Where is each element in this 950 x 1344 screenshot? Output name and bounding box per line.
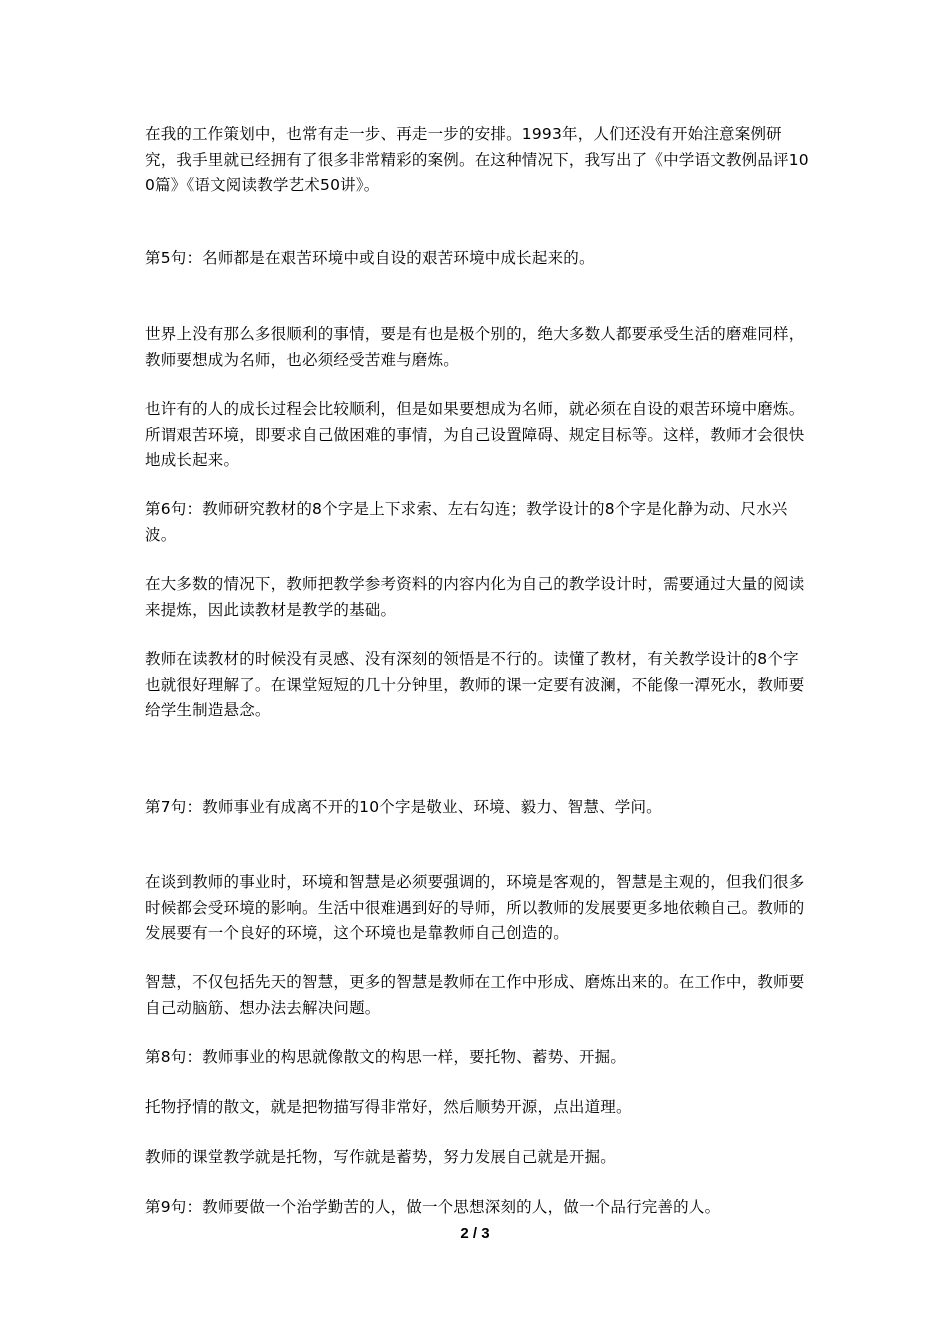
paragraph-teaching-design: 教师在读教材的时候没有灵感、没有深刻的领悟是不行的。读懂了教材，有关教学设计的8个字也就很好理解了。在课堂短短的几十分钟里，教师的课一定要有波澜，不能像一潭死水，教师要给学生制造悬念。 (145, 650, 805, 719)
heading-sentence-9: 第9句：教师要做一个治学勤苦的人，做一个思想深刻的人，做一个品行完善的人。 (145, 1198, 721, 1216)
paragraph-case-study: 在我的工作策划中，也常有走一步、再走一步的安排。1993年，人们还没有开始注意案例研究，我手里就已经拥有了很多非常精彩的案例。在这种情况下，我写出了《中学语文教例品评100篇》《语文阅读教学艺术50讲》。 (145, 125, 809, 194)
page-number: 2 / 3 (460, 1225, 490, 1242)
heading-sentence-8: 第8句：教师事业的构思就像散文的构思一样，要托物、蓄势、开掘。 (145, 1048, 627, 1066)
paragraph-environment-wisdom: 在谈到教师的事业时，环境和智慧是必须要强调的，环境是客观的，智慧是主观的，但我们很多时候都会受环境的影响。生活中很难遇到好的导师，所以教师的发展要更多地依赖自己。教师的发展要有一个良好的环境，这个环境也是靠教师自己创造的。 (145, 873, 805, 942)
heading-sentence-6: 第6句：教师研究教材的8个字是上下求索、左右勾连；教学设计的8个字是化静为动、尺水兴波。 (145, 500, 788, 544)
paragraph-prose: 托物抒情的散文，就是把物描写得非常好，然后顺势开源，点出道理。 (145, 1098, 632, 1116)
paragraph-self-made-hardship: 也许有的人的成长过程会比较顺利，但是如果要想成为名师，就必须在自设的艰苦环境中磨炼。所谓艰苦环境，即要求自己做困难的事情，为自己设置障碍、规定目标等。这样，教师才会很快地成长起来。 (145, 400, 805, 469)
paragraph-reading-materials: 在大多数的情况下，教师把教学参考资料的内容内化为自己的教学设计时，需要通过大量的阅读来提炼，因此读教材是教学的基础。 (145, 575, 805, 619)
paragraph-wisdom: 智慧，不仅包括先天的智慧，更多的智慧是教师在工作中形成、磨炼出来的。在工作中，教师要自己动脑筋、想办法去解决问题。 (145, 973, 805, 1017)
heading-sentence-7: 第7句：教师事业有成离不开的10个字是敬业、环境、毅力、智慧、学问。 (145, 798, 662, 816)
heading-sentence-5: 第5句：名师都是在艰苦环境中或自设的艰苦环境中成长起来的。 (145, 249, 595, 267)
paragraph-hardship: 世界上没有那么多很顺利的事情，要是有也是极个别的，绝大多数人都要承受生活的磨难同样，教师要想成为名师，也必须经受苦难与磨炼。 (145, 325, 805, 369)
paragraph-classroom: 教师的课堂教学就是托物，写作就是蓄势，努力发展自己就是开掘。 (145, 1148, 617, 1166)
